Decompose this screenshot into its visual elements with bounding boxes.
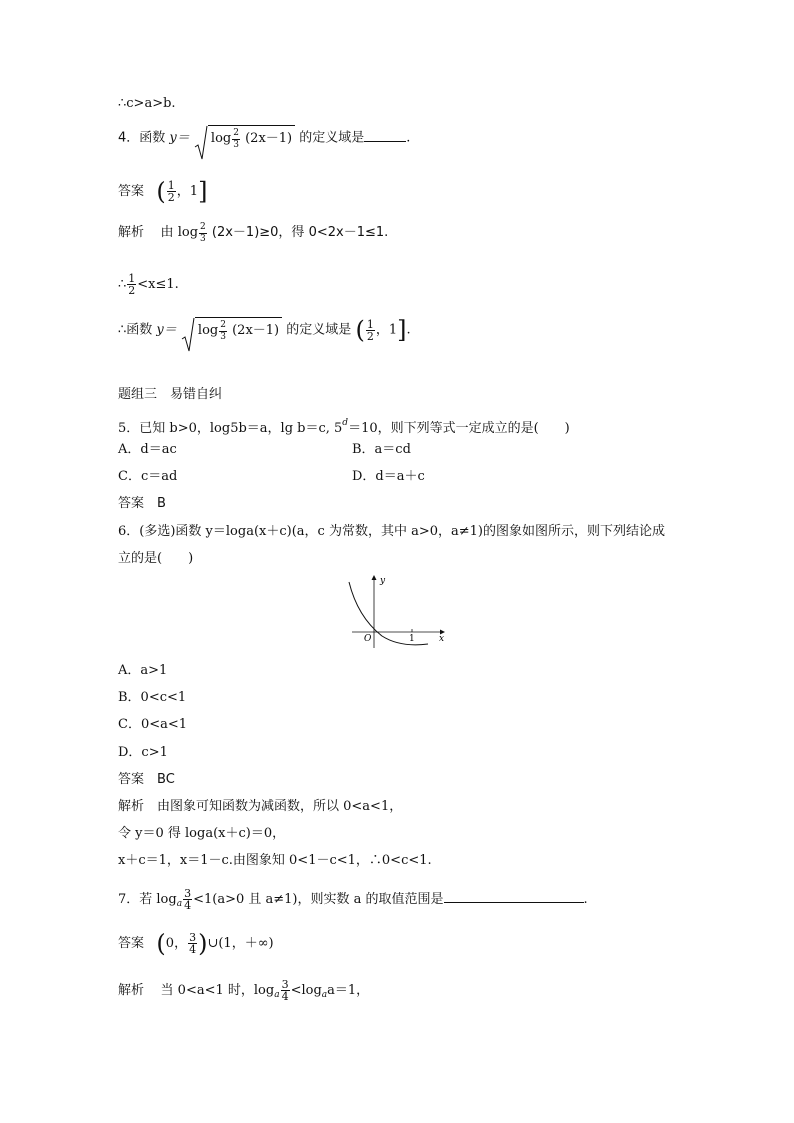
q7-frac-den: 4 (281, 990, 289, 1003)
jx-b: (2x－1)≥0，得 0<2x－1≤1. (211, 225, 389, 240)
question-5 (118, 414, 570, 438)
question-6-line-1 (118, 523, 665, 541)
question-4 (118, 125, 410, 151)
jx-a: 由 (160, 225, 174, 240)
frac-den: 2 (128, 284, 136, 297)
q4-tail: 的定义域是 (299, 130, 365, 146)
q7-b: <1(a>0 且 a≠1)，则实数 a 的取值范围是 (193, 892, 444, 907)
section-heading (118, 386, 222, 404)
jx3-b: 的定义域是 (286, 322, 352, 338)
right-paren: ) (198, 929, 208, 958)
q6-option-b (118, 689, 186, 707)
x-label: x (439, 634, 445, 644)
q4-answer (118, 177, 208, 206)
log-base-num: 2 (220, 320, 226, 330)
jx3-a: ∴函数 (118, 322, 153, 338)
sqrt-sign-icon (194, 125, 208, 161)
q5-answer (118, 495, 166, 513)
left-paren: ( (156, 177, 166, 206)
q7-jx-b: <log (290, 983, 322, 998)
analysis-text: x＋c＝1，x＝1－c.由图象知 0<1－c<1，∴0<c<1. (118, 853, 432, 868)
log-base-num: 2 (200, 222, 206, 232)
q6-option-a (118, 662, 167, 680)
q6-text: 立的是( ) (118, 551, 194, 566)
option-text: B．a＝cd (352, 442, 411, 457)
q7-frac-den: 4 (189, 943, 197, 956)
q6-analysis-3 (118, 852, 432, 870)
q7-a: 7．若 log (118, 892, 177, 907)
q5-option-a (118, 441, 177, 459)
analysis-text: 解析 由图象可知函数为减函数，所以 0<a<1， (118, 799, 403, 814)
text: ∴c>a>b. (118, 96, 176, 111)
log-arg: (2x－1) (245, 131, 293, 146)
left-paren: ( (355, 316, 365, 344)
q6-analysis-2 (118, 825, 285, 843)
ans-den: 2 (167, 191, 175, 204)
ans-right: ，1 (176, 184, 199, 199)
log-arg: (2x－1) (232, 323, 280, 338)
log-text: log (177, 225, 199, 240)
frac-den: 2 (366, 329, 374, 343)
line-conclusion (118, 95, 176, 113)
q4-analysis-1 (118, 222, 388, 245)
log-base-den: 3 (200, 234, 206, 244)
q5-option-c (118, 468, 177, 486)
log-text: log (210, 131, 232, 146)
q7-sub-a2: a (321, 990, 328, 1000)
q4-y: y＝ (169, 130, 190, 146)
ans-num: 1 (167, 179, 175, 192)
ans-right: ，1 (375, 322, 398, 338)
answer-blank (364, 141, 406, 142)
question-7 (118, 888, 588, 913)
q7-sub-a: a (274, 990, 280, 1000)
group-title: 题组三 易错自纠 (118, 387, 223, 402)
sqrt-sign-icon (181, 317, 195, 353)
q6-answer (118, 771, 175, 789)
analysis-label: 解析 (118, 225, 145, 240)
y-label: y (380, 576, 386, 586)
q5-exp: d (342, 418, 349, 428)
q5-tail: ＝10，则下列等式一定成立的是( ) (348, 421, 570, 436)
jx2-b: <x≤1. (137, 277, 179, 292)
option-text: A．a>1 (118, 663, 168, 678)
sqrt-expression (181, 317, 282, 343)
q6-option-d (118, 744, 168, 762)
log-base-num: 2 (233, 128, 239, 138)
function-graph (344, 572, 448, 652)
left-paren: ( (156, 929, 166, 958)
answer-label: 答案 (118, 936, 145, 951)
q7-frac-den: 4 (184, 899, 192, 912)
tick-label: 1 (409, 634, 415, 644)
option-text: C．0<a<1 (118, 717, 188, 732)
q7-ans-b: ∪(1，＋∞) (207, 936, 274, 951)
question-6-line-2 (118, 550, 193, 568)
option-text: A．d＝ac (118, 442, 177, 457)
q6-text: 6．(多选)函数 y＝loga(x＋c)(a，c 为常数，其中 a>0，a≠1)的图象如图所示，则下列结论成 (118, 524, 665, 539)
q5-text: 5．已知 b>0，log5b＝a，lg b＝c, 5 (118, 421, 343, 436)
right-bracket: ] (198, 177, 208, 206)
q7-ans-a: 0， (165, 936, 188, 951)
q5-option-b (352, 441, 411, 459)
q7-answer (118, 929, 274, 958)
option-text: C．c＝ad (118, 469, 178, 484)
answer-text: 答案 BC (118, 772, 175, 787)
q7-sub-a: a (176, 899, 183, 909)
q7-frac-num: 3 (184, 887, 192, 900)
q7-jx-c: a＝1， (327, 983, 370, 998)
q6-option-c (118, 716, 187, 734)
right-bracket: ] (397, 316, 407, 344)
log-base-den: 3 (233, 140, 239, 150)
frac-num: 1 (128, 272, 136, 285)
q4-y: y＝ (156, 322, 177, 338)
q6-analysis-1 (118, 798, 402, 816)
q4-analysis-3: ∴函数 y＝ log $\frac{2}{3}$ (2x－1) 的定义域是 ( $\frac{1}{2}$ ，1]. (118, 317, 411, 343)
q7-end: . (583, 892, 588, 907)
q7-analysis-1 (118, 979, 369, 1004)
q4-analysis-2 (118, 273, 179, 296)
y-arrow-icon (372, 575, 377, 580)
sqrt-expression (194, 125, 295, 151)
q7-frac-num: 3 (281, 978, 289, 991)
analysis-label: 解析 (118, 983, 145, 998)
answer-label: 答案 (118, 184, 145, 199)
log-text: log (197, 323, 219, 338)
option-text: B．0<c<1 (118, 690, 187, 705)
q4-end: . (406, 130, 411, 146)
answer-blank (444, 902, 584, 903)
q7-jx-a: 当 0<a<1 时，log (160, 983, 275, 998)
origin-label: O (364, 634, 372, 644)
analysis-text: 令 y＝0 得 loga(x＋c)＝0， (118, 826, 286, 841)
log-base-den: 3 (220, 332, 226, 342)
q7-frac-num: 3 (189, 931, 197, 944)
curve (349, 582, 428, 645)
q4-number: 4．函数 (118, 130, 166, 146)
answer-text: 答案 B (118, 496, 166, 511)
option-text: D．d＝a＋c (352, 469, 425, 484)
jx2-a: ∴ (118, 277, 127, 292)
q5-option-d (352, 468, 425, 486)
option-text: D．c>1 (118, 745, 168, 760)
frac-num: 1 (366, 317, 374, 331)
